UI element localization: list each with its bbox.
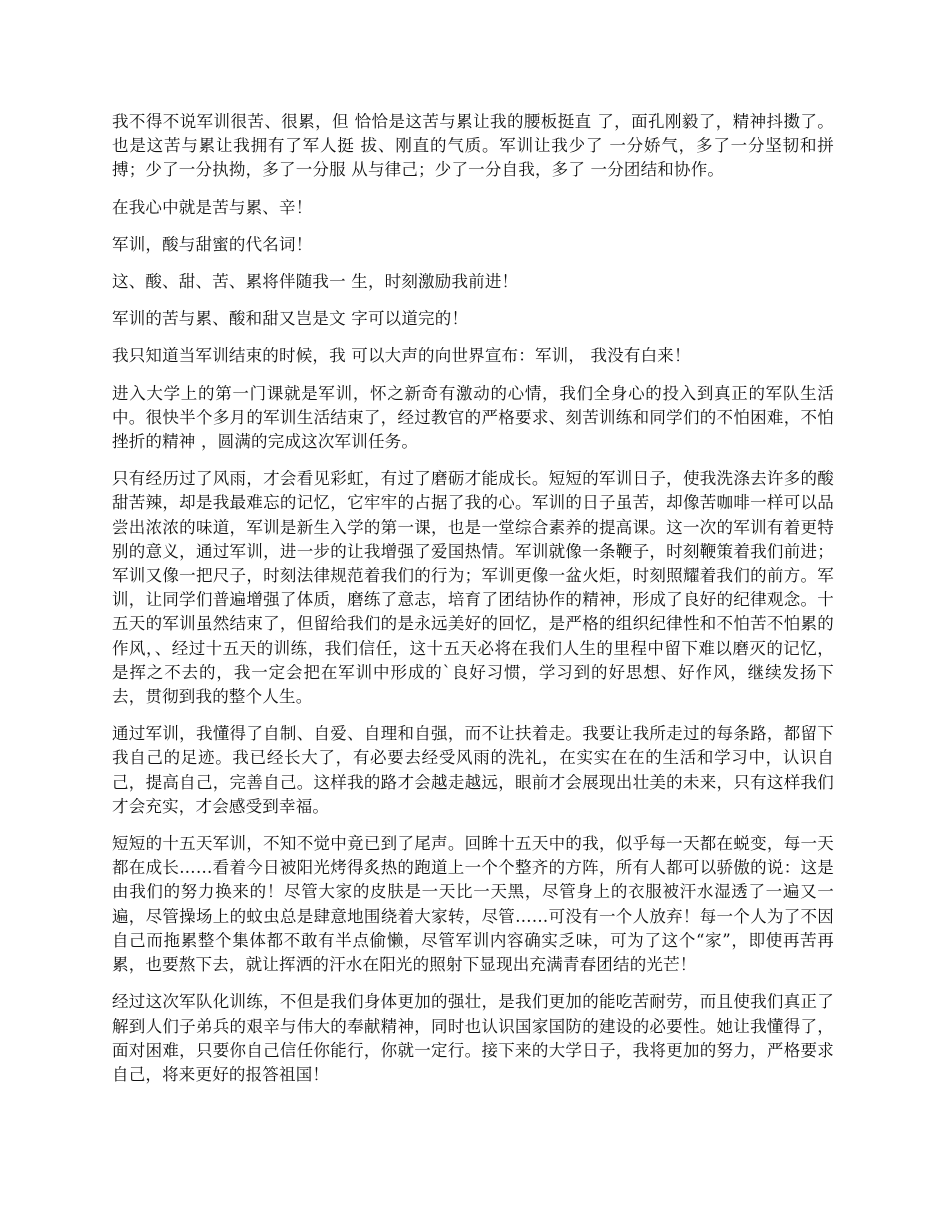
document-body [112, 110, 834, 1100]
paragraph-7: 进入大学上的第一门课就是军训，怀之新奇有激动的心情，我们全身心的投入到真正的军队生活中。很快半个多月的军训生活结束了，经过教官的严格要求、刻苦训练和同学们的不怕困难，不怕挫折的精神 ，圆满的完成这次军训任务。 [112, 383, 834, 452]
paragraph-4: 这、酸、甜、苦、累将伴随我一 生，时刻激励我前进！ [112, 272, 519, 292]
paragraph-1: 我不得不说军训很苦、很累，但 恰恰是这苦与累让我的腰板挺直 了，面孔刚毅了，精神抖擞了。 也是这苦与累让我拥有了军人挺 拔、刚直的气质。军训让我少了 一分娇气，多了一分坚韧和拼 搏；少了一分执拗，多了一分服 从与律己；少了一分自我，多了 一分团结和协作。 [112, 112, 834, 180]
paragraph-8: 只有经历过了风雨，才会看见彩虹，有过了磨砺才能成长。短短的军训日子，使我洗涤去许多的酸甜苦辣，却是我最难忘的记忆，它牢牢的占据了我的心。军训的日子虽苦，却像苦咖啡一样可以品尝出浓浓的味道，军训是新生入学的第一课，也是一堂综合素养的提高课。这一次的军训有着更特别的意义，通过军训，进一步的让我增强了爱国热情。军训就像一条鞭子，时刻鞭策着我们前进；军训又像一把尺子，时刻法律规范着我们的行为；军训更像一盆火炬，时刻照耀着我们的前方。军训，让同学们普遍增强了体质，磨练了意志，培育了团结协作的精神，形成了良好的纪律观念。十五天的军训虽然结束了，但留给我们的是永远美好的回忆，是严格的组织纪律性和不怕苦不怕累的作风，、经过十五天的训练，我们信任，这十五天必将在我们人生的里程中留下难以磨灭的记忆，是挥之不去的，我一定会把在军训中形成的`良好习惯，学习到的好思想、好作风，继续发扬下去，贯彻到我的整个人生。 [112, 469, 834, 707]
paragraph-2: 在我心中就是苦与累、辛！ [112, 197, 313, 217]
paragraph-9: 通过军训，我懂得了自制、自爱、自理和自强，而不让扶着走。我要让我所走过的每条路，都留下我自己的足迹。我已经长大了，有必要去经受风雨的洗礼，在实实在在的生活和学习中，认识自己，提高自己，完善自己。这样我的路才会越走越远，眼前才会展现出壮美的未来，只有这样我们才会充实，才会感受到幸福。 [112, 724, 834, 816]
paragraph-3: 军训，酸与甜蜜的代名词！ [112, 234, 313, 254]
paragraph-6: 我只知道当军训结束的时候，我 可以大声的向世界宣布：军训， 我没有白来！ [112, 346, 691, 366]
paragraph-5: 军训的苦与累、酸和甜又岂是文 字可以道完的！ [112, 309, 469, 329]
paragraph-11: 经过这次军队化训练，不但是我们身体更加的强壮，是我们更加的能吃苦耐劳，而且使我们真正了解到人们子弟兵的艰辛与伟大的奉献精神，同时也认识国家国防的建设的必要性。她让我懂得了，面对困难，只要你自己信任你能行，你就一定行。接下来的大学日子，我将更加的努力，严格要求自己，将来更好的报答祖国！ [112, 992, 834, 1084]
paragraph-10: 短短的十五天军训，不知不觉中竟已到了尾声。回眸十五天中的我，似乎每一天都在蜕变，每一天都在成长……看着今日被阳光烤得炙热的跑道上一个个整齐的方阵，所有人都可以骄傲的说：这是由我们的努力换来的！尽管大家的皮肤是一天比一天黑，尽管身上的衣服被汗水湿透了一遍又一遍，尽管操场上的蚊虫总是肆意地围绕着大家转，尽管……可没有一个人放弃！每一个人为了不因自己而拖累整个集体都不敢有半点偷懒，尽管军训内容确实乏味，可为了这个“家”，即使再苦再累，也要熬下去，就让挥洒的汗水在阳光的照射下显现出充满青春团结的光芒！ [112, 834, 834, 975]
